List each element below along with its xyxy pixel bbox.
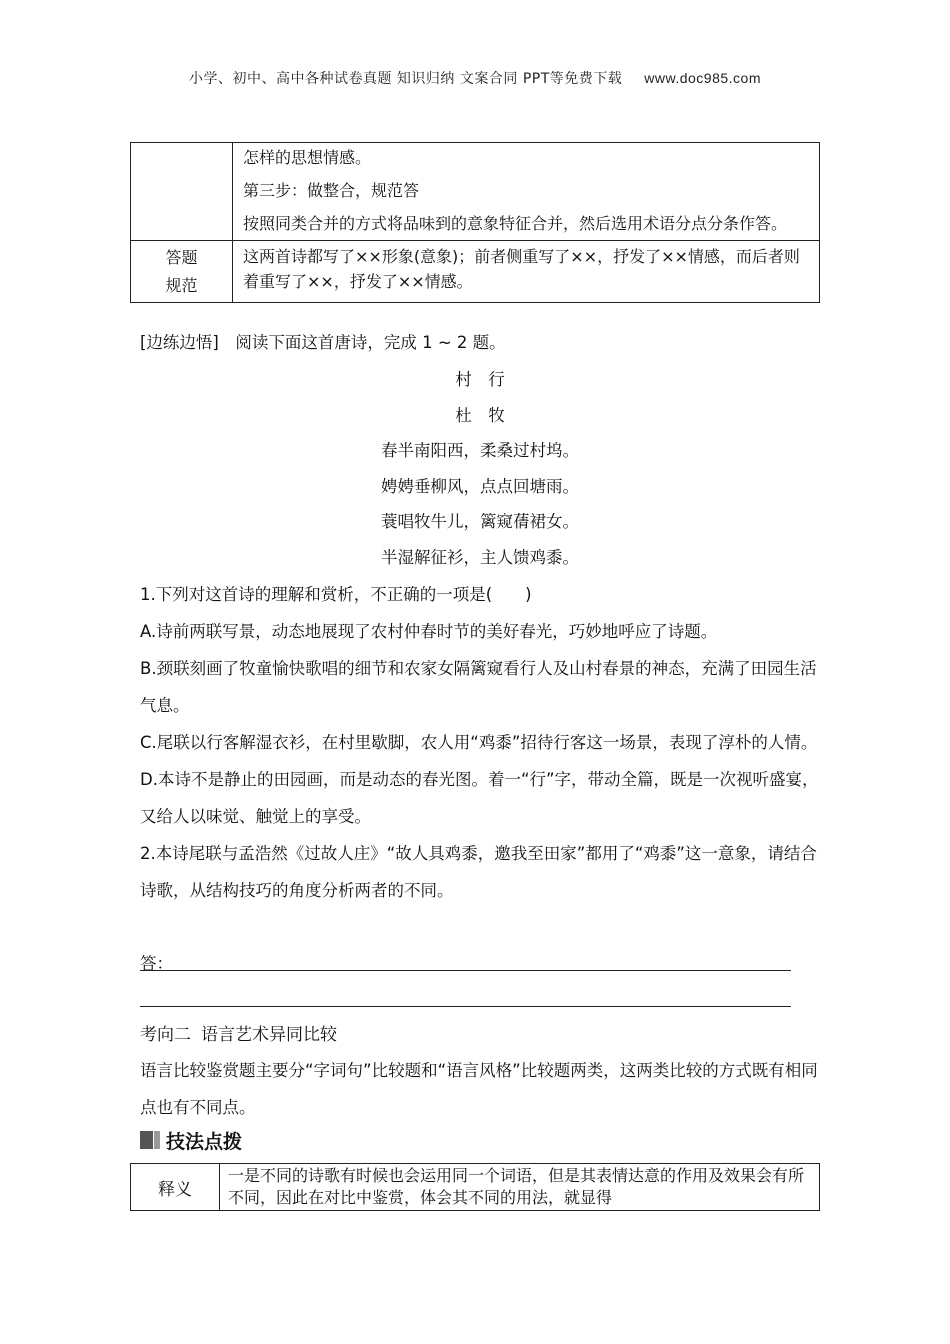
poem-line-1: 春半南阳西，柔桑过村坞。: [381, 441, 579, 460]
answer-norm-cell: 这两首诗都写了××形象(意象)；前者侧重写了××，抒发了××情感，而后者则着重写了××，抒发了××情感。: [233, 241, 820, 303]
poem-author: 杜 牧: [455, 405, 505, 425]
answer-label: 答：: [140, 954, 173, 973]
poem: [140, 362, 820, 575]
answer-label-cell: [131, 241, 233, 303]
skill-row-text: 一是不同的诗歌有时候也会运用同一个词语，但是其表情达意的作用及效果会有所不同，因此在对比中鉴赏，体会其不同的用法，就显得: [220, 1164, 820, 1211]
option-b: B.颈联刻画了牧童愉快歌唱的细节和农家女隔篱窥看行人及山村春景的神态，充满了田园生活气息。: [140, 659, 817, 715]
question-1: 1.下列对这首诗的理解和赏析，不正确的一项是( ): [140, 585, 532, 604]
option-d: D.本诗不是静止的田园画，而是动态的春光图。着一“行”字，带动全篇，既是一次视听盛宴，又给人以味觉、触觉上的享受。: [140, 770, 819, 826]
method-steps-row: [131, 143, 820, 241]
step-text-3: 按照同类合并的方式将品味到的意象特征合并，然后选用术语分点分条作答。: [243, 214, 788, 233]
answer-label-2: 规范: [165, 276, 198, 295]
bar-icon: [140, 1131, 162, 1149]
skill-table: [130, 1163, 820, 1211]
option-a: A.诗前两联写景，动态地展现了农村仲春时节的美好春光，巧妙地呼应了诗题。: [140, 622, 718, 641]
skill-heading: [140, 1126, 242, 1154]
answer-label-1: 答题: [165, 248, 198, 267]
answer-line-1[interactable]: [140, 970, 791, 971]
section-number: 考向二: [140, 1025, 191, 1045]
header-url: www.doc985.com: [644, 70, 761, 86]
step-text-2: 第三步：做整合，规范答: [243, 181, 420, 200]
section-title: [140, 1020, 337, 1045]
skill-row-label: 释义: [131, 1164, 220, 1211]
questions: [140, 576, 820, 909]
header-text: 小学、初中、高中各种试卷真题 知识归纳 文案合同 PPT等免费下载: [188, 71, 623, 87]
step-text-1: 怎样的思想情感。: [243, 148, 372, 167]
poem-line-3: 蓑唱牧牛儿，篱窥蒨裙女。: [381, 512, 579, 531]
option-c: C.尾联以行客解湿衣衫，在村里歇脚，农人用“鸡黍”招待行客这一场景，表现了淳朴的人情。: [140, 733, 818, 752]
section-name: 语言艺术异同比较: [201, 1025, 337, 1045]
empty-label-cell: [131, 143, 233, 241]
poem-line-2: 娉娉垂柳风，点点回塘雨。: [381, 476, 579, 496]
poem-title: 村 行: [455, 370, 505, 389]
skill-row: [131, 1164, 820, 1211]
answer-norm-row: [131, 241, 820, 303]
poem-line-4: 半湿解征衫，主人馈鸡黍。: [381, 547, 579, 567]
answer-line-2[interactable]: [140, 1006, 791, 1007]
section-intro: 语言比较鉴赏题主要分“字词句”比较题和“语言风格”比较题两类，这两类比较的方式既有相同点也有不同点。: [140, 1061, 818, 1117]
question-2: 2.本诗尾联与孟浩然《过故人庄》“故人具鸡黍，邀我至田家”都用了“鸡黍”这一意象，请结合诗歌，从结构技巧的角度分析两者的不同。: [140, 844, 817, 900]
steps-cell: [233, 143, 820, 241]
skill-title: 技法点拨: [166, 1130, 243, 1153]
page-header: [0, 68, 950, 88]
practice-intro: [边练边悟] 阅读下面这首唐诗，完成 1 ~ 2 题。: [140, 333, 506, 352]
method-table: [130, 142, 820, 303]
